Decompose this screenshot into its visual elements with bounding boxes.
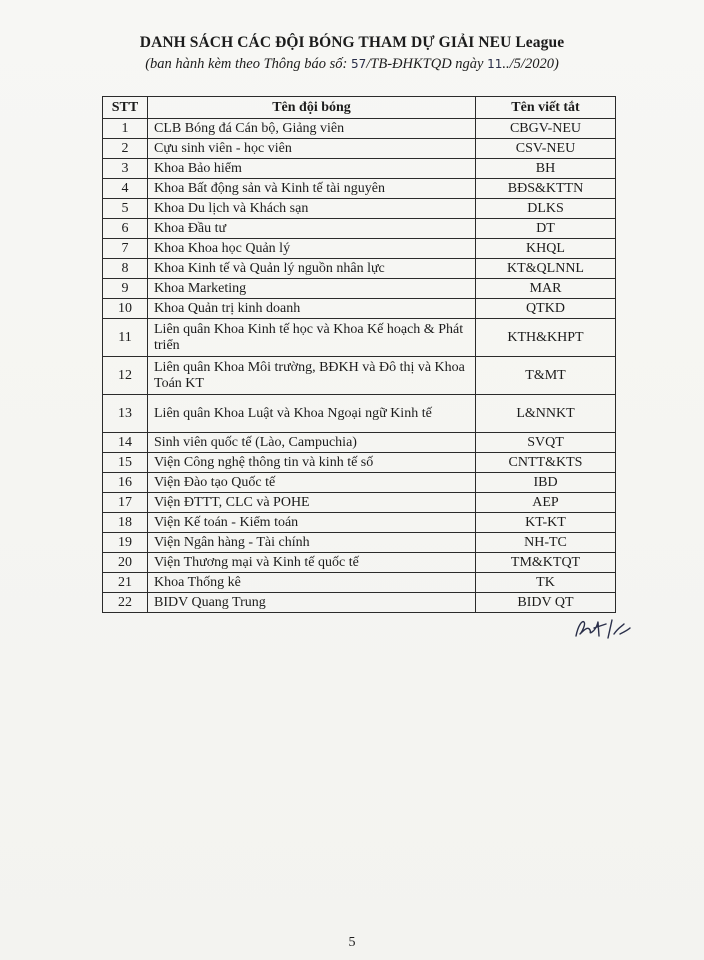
row-abbreviation: TM&KTQT (476, 553, 616, 573)
row-team-name: Viện ĐTTT, CLC và POHE (148, 493, 476, 513)
row-stt: 7 (103, 239, 148, 259)
row-abbreviation: BH (476, 159, 616, 179)
row-stt: 14 (103, 433, 148, 453)
row-team-name: Viện Thương mại và Kinh tế quốc tế (148, 553, 476, 573)
table-row (103, 219, 616, 239)
signature-icon (572, 612, 634, 642)
row-stt: 16 (103, 473, 148, 493)
row-team-name: Viện Ngân hàng - Tài chính (148, 533, 476, 553)
row-team-name: Sinh viên quốc tế (Lào, Campuchia) (148, 433, 476, 453)
table-row (103, 553, 616, 573)
row-abbreviation: CBGV-NEU (476, 119, 616, 139)
row-stt: 18 (103, 513, 148, 533)
row-team-name: Khoa Thống kê (148, 573, 476, 593)
table-row (103, 573, 616, 593)
row-team-name: Viện Đào tạo Quốc tế (148, 473, 476, 493)
header-abbreviation: Tên viết tắt (476, 97, 616, 119)
table-row (103, 159, 616, 179)
table-row (103, 259, 616, 279)
row-abbreviation: TK (476, 573, 616, 593)
table-row (103, 533, 616, 553)
table-row (103, 119, 616, 139)
row-abbreviation: KT&QLNNL (476, 259, 616, 279)
row-abbreviation: KT-KT (476, 513, 616, 533)
row-abbreviation: BĐS&KTTN (476, 179, 616, 199)
row-stt: 19 (103, 533, 148, 553)
row-abbreviation: KHQL (476, 239, 616, 259)
row-team-name: Liên quân Khoa Kinh tế học và Khoa Kế hoạch & Phát triển (148, 319, 476, 357)
row-stt: 6 (103, 219, 148, 239)
page-number: 5 (348, 935, 356, 950)
teams-table (102, 96, 616, 613)
row-abbreviation: T&MT (476, 357, 616, 395)
row-abbreviation: MAR (476, 279, 616, 299)
subtitle-suffix: ../5/2020) (502, 56, 559, 72)
row-abbreviation: QTKD (476, 299, 616, 319)
row-abbreviation: NH-TC (476, 533, 616, 553)
row-team-name: Khoa Đầu tư (148, 219, 476, 239)
table-row (103, 239, 616, 259)
row-team-name: CLB Bóng đá Cán bộ, Giảng viên (148, 119, 476, 139)
row-abbreviation: CNTT&KTS (476, 453, 616, 473)
row-team-name: Khoa Khoa học Quản lý (148, 239, 476, 259)
table-row (103, 139, 616, 159)
row-team-name: Khoa Kinh tế và Quản lý nguồn nhân lực (148, 259, 476, 279)
table-row (103, 395, 616, 433)
row-stt: 3 (103, 159, 148, 179)
row-abbreviation: SVQT (476, 433, 616, 453)
table-row (103, 493, 616, 513)
row-team-name: Viện Kế toán - Kiểm toán (148, 513, 476, 533)
row-stt: 9 (103, 279, 148, 299)
row-stt: 1 (103, 119, 148, 139)
row-abbreviation: KTH&KHPT (476, 319, 616, 357)
subtitle-middle: /TB-ĐHKTQD ngày (366, 56, 488, 72)
row-team-name: Khoa Bảo hiểm (148, 159, 476, 179)
row-stt: 20 (103, 553, 148, 573)
row-abbreviation: CSV-NEU (476, 139, 616, 159)
row-team-name: Khoa Marketing (148, 279, 476, 299)
table-row (103, 179, 616, 199)
row-team-name: BIDV Quang Trung (148, 593, 476, 613)
row-abbreviation: DT (476, 219, 616, 239)
subtitle-prefix: (ban hành kèm theo Thông báo số: (145, 56, 351, 72)
table-row (103, 593, 616, 613)
row-team-name: Khoa Quản trị kinh doanh (148, 299, 476, 319)
table-row (103, 279, 616, 299)
handwritten-day: 11 (487, 57, 503, 71)
row-stt: 17 (103, 493, 148, 513)
row-abbreviation: L&NNKT (476, 395, 616, 433)
row-abbreviation: BIDV QT (476, 593, 616, 613)
row-team-name: Khoa Du lịch và Khách sạn (148, 199, 476, 219)
table-header-row (103, 97, 616, 119)
table-row (103, 299, 616, 319)
row-stt: 22 (103, 593, 148, 613)
row-abbreviation: IBD (476, 473, 616, 493)
row-stt: 12 (103, 357, 148, 395)
table-row (103, 513, 616, 533)
table-body (103, 119, 616, 613)
row-stt: 11 (103, 319, 148, 357)
table-row (103, 453, 616, 473)
row-stt: 5 (103, 199, 148, 219)
table-row (103, 473, 616, 493)
document-subtitle (0, 56, 704, 73)
table-row (103, 319, 616, 357)
table-row (103, 199, 616, 219)
row-stt: 8 (103, 259, 148, 279)
row-team-name: Khoa Bất động sản và Kinh tế tài nguyên (148, 179, 476, 199)
row-stt: 15 (103, 453, 148, 473)
row-team-name: Cựu sinh viên - học viên (148, 139, 476, 159)
table-row (103, 433, 616, 453)
row-team-name: Liên quân Khoa Luật và Khoa Ngoại ngữ Kinh tế (148, 395, 476, 433)
row-team-name: Liên quân Khoa Môi trường, BĐKH và Đô thị và Khoa Toán KT (148, 357, 476, 395)
row-abbreviation: AEP (476, 493, 616, 513)
row-stt: 2 (103, 139, 148, 159)
document-title: DANH SÁCH CÁC ĐỘI BÓNG THAM DỰ GIẢI NEU League (139, 34, 565, 51)
row-abbreviation: DLKS (476, 199, 616, 219)
row-stt: 13 (103, 395, 148, 433)
row-stt: 10 (103, 299, 148, 319)
header-stt: STT (103, 97, 148, 119)
handwritten-number: 57 (351, 57, 367, 71)
row-team-name: Viện Công nghệ thông tin và kinh tế số (148, 453, 476, 473)
header-team-name: Tên đội bóng (148, 97, 476, 119)
row-stt: 21 (103, 573, 148, 593)
row-stt: 4 (103, 179, 148, 199)
table-row (103, 357, 616, 395)
